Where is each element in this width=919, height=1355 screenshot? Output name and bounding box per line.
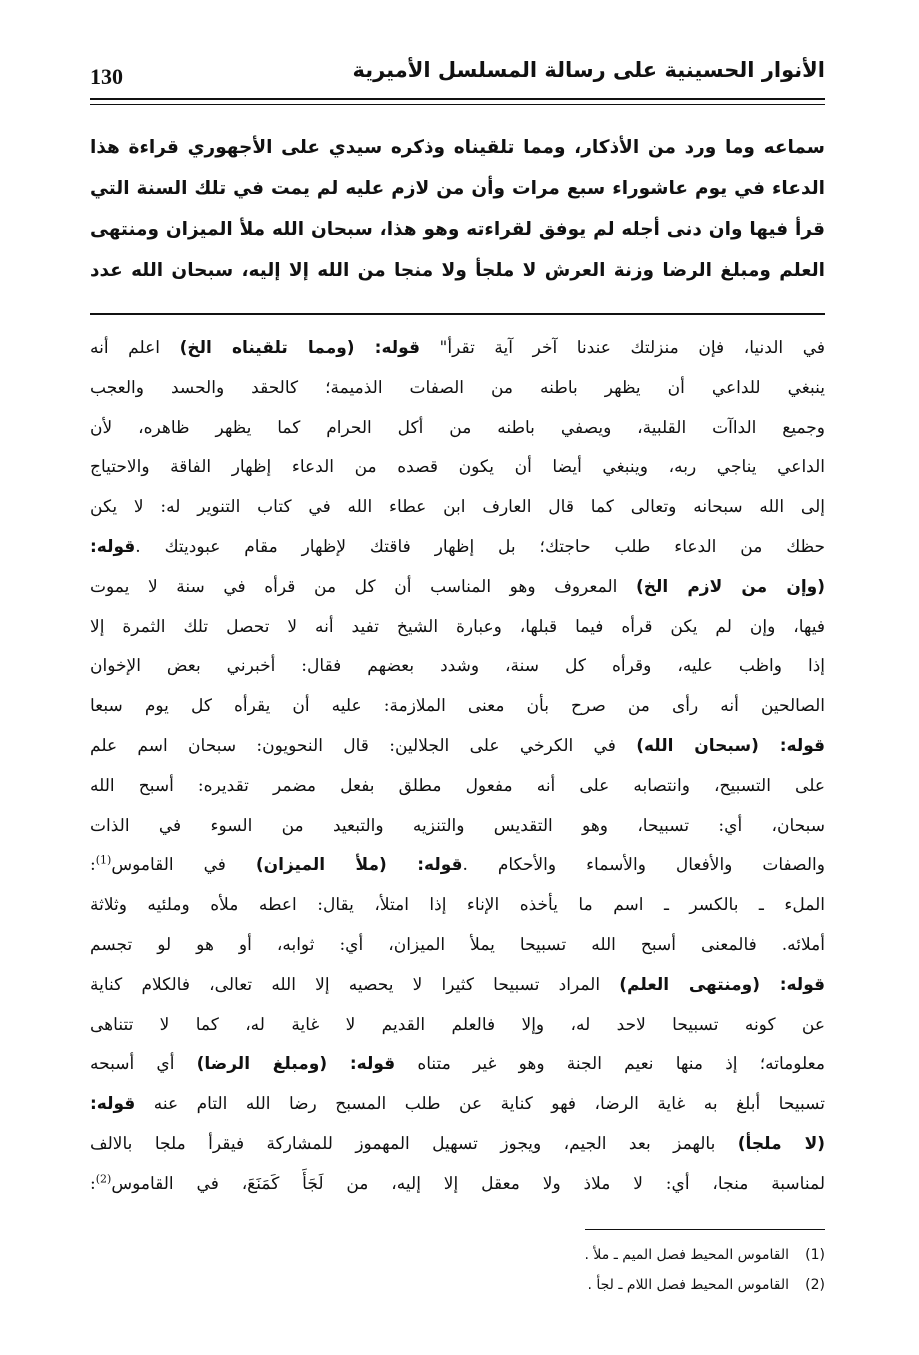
matn-text <box>90 127 825 291</box>
text-run: حظك من الدعاء طلب حاجتك؛ بل إظهار فاقتك لإظهار مقام عبوديتك . <box>135 536 825 557</box>
commentary-line: إلى الله سبحانه وتعالى كما قال العارف ابن عطاء الله في كتاب التنوير له: لا يكن <box>90 497 825 518</box>
commentary-line <box>90 966 825 1006</box>
commentary-line: الصالحين أنه رأى من صرح بأن معنى الملازمة: عليه أن يقرأه كل يوم سبعا <box>90 696 825 717</box>
text-run: : <box>90 855 96 876</box>
running-title: الأنوار الحسينية على رسالة المسلسل الأميرية <box>352 58 825 82</box>
text-run: معلوماته؛ إذ منها نعيم الجنة وهو غير متناه <box>395 1054 825 1075</box>
commentary-line: فيها، وإن لم يكن قرأه فيما قبلها، وعبارة الشيخ تفيد أنه لا تحصل تلك الثمرة إلا <box>90 616 825 637</box>
text-run: لمناسبة منجا، أي: لا ملاذ ولا معقل إلا إليه، من لَجَأَ كَمَنَعَ، في القاموس <box>111 1173 825 1194</box>
commentary-line <box>90 1085 825 1125</box>
text-run: أي أسبحه <box>90 1054 197 1075</box>
commentary-line: سبحان، أي: تسبيحا، وهو التقديس والتنزيه والتبعيد من السوء في الذات <box>90 815 825 836</box>
footnote-rule <box>585 1229 825 1230</box>
text-run: اعلم أنه <box>90 338 180 358</box>
text-run: المعروف وهو المناسب أن كل من قرأه في سنة لا يموت <box>90 576 636 597</box>
commentary-line <box>90 1125 825 1165</box>
commentary-line: وجميع الداآت القلبية، ويصفي باطنه من أكل الحرام كما يظهر ظاهره، لأن <box>90 417 825 438</box>
matn-line: قرأ فيها وان دنى أجله لم يوفق لقراءته وهو هذا، سبحان الله ملأ الميزان ومنتهى <box>90 219 825 240</box>
footnote-ref[interactable]: (1) <box>95 853 112 867</box>
commentary-text <box>90 329 825 1205</box>
qawl-marker: (لا ملجأ) <box>737 1133 825 1154</box>
footnote-text: القاموس المحيط فصل اللام ـ لجأ . <box>587 1276 789 1293</box>
footnote-text: القاموس المحيط فصل الميم ـ ملأ . <box>584 1246 789 1263</box>
commentary-line: ينبغي للداعي أن يظهر باطنه من الصفات الذميمة؛ كالحقد والحسد والعجب <box>90 377 825 398</box>
qawl-marker: قوله: (ومبلغ الرضا) <box>196 1054 396 1075</box>
commentary-line <box>90 1165 825 1205</box>
text-run: المراد تسبيحا كثيرا لا يحصيه إلا الله تعالى، فالكلام كناية <box>90 974 620 995</box>
commentary-line <box>90 329 825 369</box>
commentary-line: على التسبيح، وانتصابه على أنه مفعول مطلق بفعل مضمر تقديره: أسبح الله <box>90 775 825 796</box>
commentary-line <box>90 846 825 886</box>
commentary-line <box>90 1045 825 1085</box>
text-run: في الكرخي على الجلالين: قال النحويون: سبحان اسم علم <box>90 735 637 756</box>
commentary-line: الداعي يناجي ربه، وينبغي أيضا أن يكون قصده من الدعاء إظهار الفاقة والاحتياج <box>90 457 825 478</box>
qawl-marker: قوله: <box>90 536 136 557</box>
matn-line: الدعاء في يوم عاشوراء سبع مرات وأن من لازم عليه لم يمت في تلك السنة التي <box>90 178 825 199</box>
commentary-line: الملء ـ بالكسر ـ اسم ما يأخذه الإناء إذا امتلأ، يقال: اعطه ملأه وملئيه وثلاثة <box>90 895 825 916</box>
qawl-marker: قوله: (سبحان الله) <box>636 735 825 756</box>
matn-line: سماعه وما ورد من الأذكار، ومما تلقيناه وذكره سيدي على الأجهوري قراءة هذا <box>90 137 825 158</box>
footnote-item <box>90 1270 825 1300</box>
text-run: : <box>90 1173 96 1194</box>
commentary-line <box>90 528 825 568</box>
qawl-marker: قوله: (ملأ الميزان) <box>255 855 463 876</box>
qawl-marker: قوله: <box>90 1094 136 1115</box>
commentary-line: أملائه. فالمعنى أسبح الله تسبيحا يملأ الميزان، أي: ثوابه، أو هو لو تجسم <box>90 934 825 955</box>
section-divider <box>90 313 825 315</box>
commentary-line <box>90 568 825 608</box>
text-run: بالهمز بعد الجيم، ويجوز تسهيل المهموز للمشاركة فيقرأ ملجا بالالف <box>90 1133 738 1154</box>
text-run: في الدنيا، فإن منزلتك عندنا آخر آية تقرأ" <box>419 338 825 358</box>
book-page <box>90 56 825 1300</box>
footnote-item <box>90 1240 825 1270</box>
matn-line: العلم ومبلغ الرضا وزنة العرش لا ملجأ ولا منجا من الله إلا إليه، سبحان الله عدد <box>90 260 825 281</box>
qawl-marker: (وإن من لازم الخ) <box>635 576 825 597</box>
text-run: تسبيحا أبلغ به غاية الرضا، فهو كناية عن طلب المسبح رضا الله التام عنه <box>135 1094 825 1115</box>
text-run: والصفات والأفعال والأسماء والأحكام . <box>462 855 825 876</box>
text-run: في القاموس <box>111 855 256 876</box>
page-number: 130 <box>90 64 123 89</box>
commentary-line: عن كونه تسبيحا لاحد له، وإلا فالعلم القديم لا غاية له، كما لا تتناهى <box>90 1014 825 1035</box>
header-rule <box>90 98 825 105</box>
footnotes <box>90 1240 825 1300</box>
footnote-number: (2) <box>805 1276 825 1293</box>
footnote-ref[interactable]: (2) <box>95 1172 112 1186</box>
footnote-number: (1) <box>805 1246 825 1263</box>
qawl-marker: قوله: (ومما تلقيناه الخ) <box>179 338 420 358</box>
commentary-line: إذا واظب عليه، وقرأه كل سنة، وشدد بعضهم فقال: أخبرني بعض الإخوان <box>90 656 825 677</box>
commentary-line <box>90 727 825 767</box>
qawl-marker: قوله: (ومنتهى العلم) <box>619 974 825 995</box>
page-header <box>90 56 825 96</box>
